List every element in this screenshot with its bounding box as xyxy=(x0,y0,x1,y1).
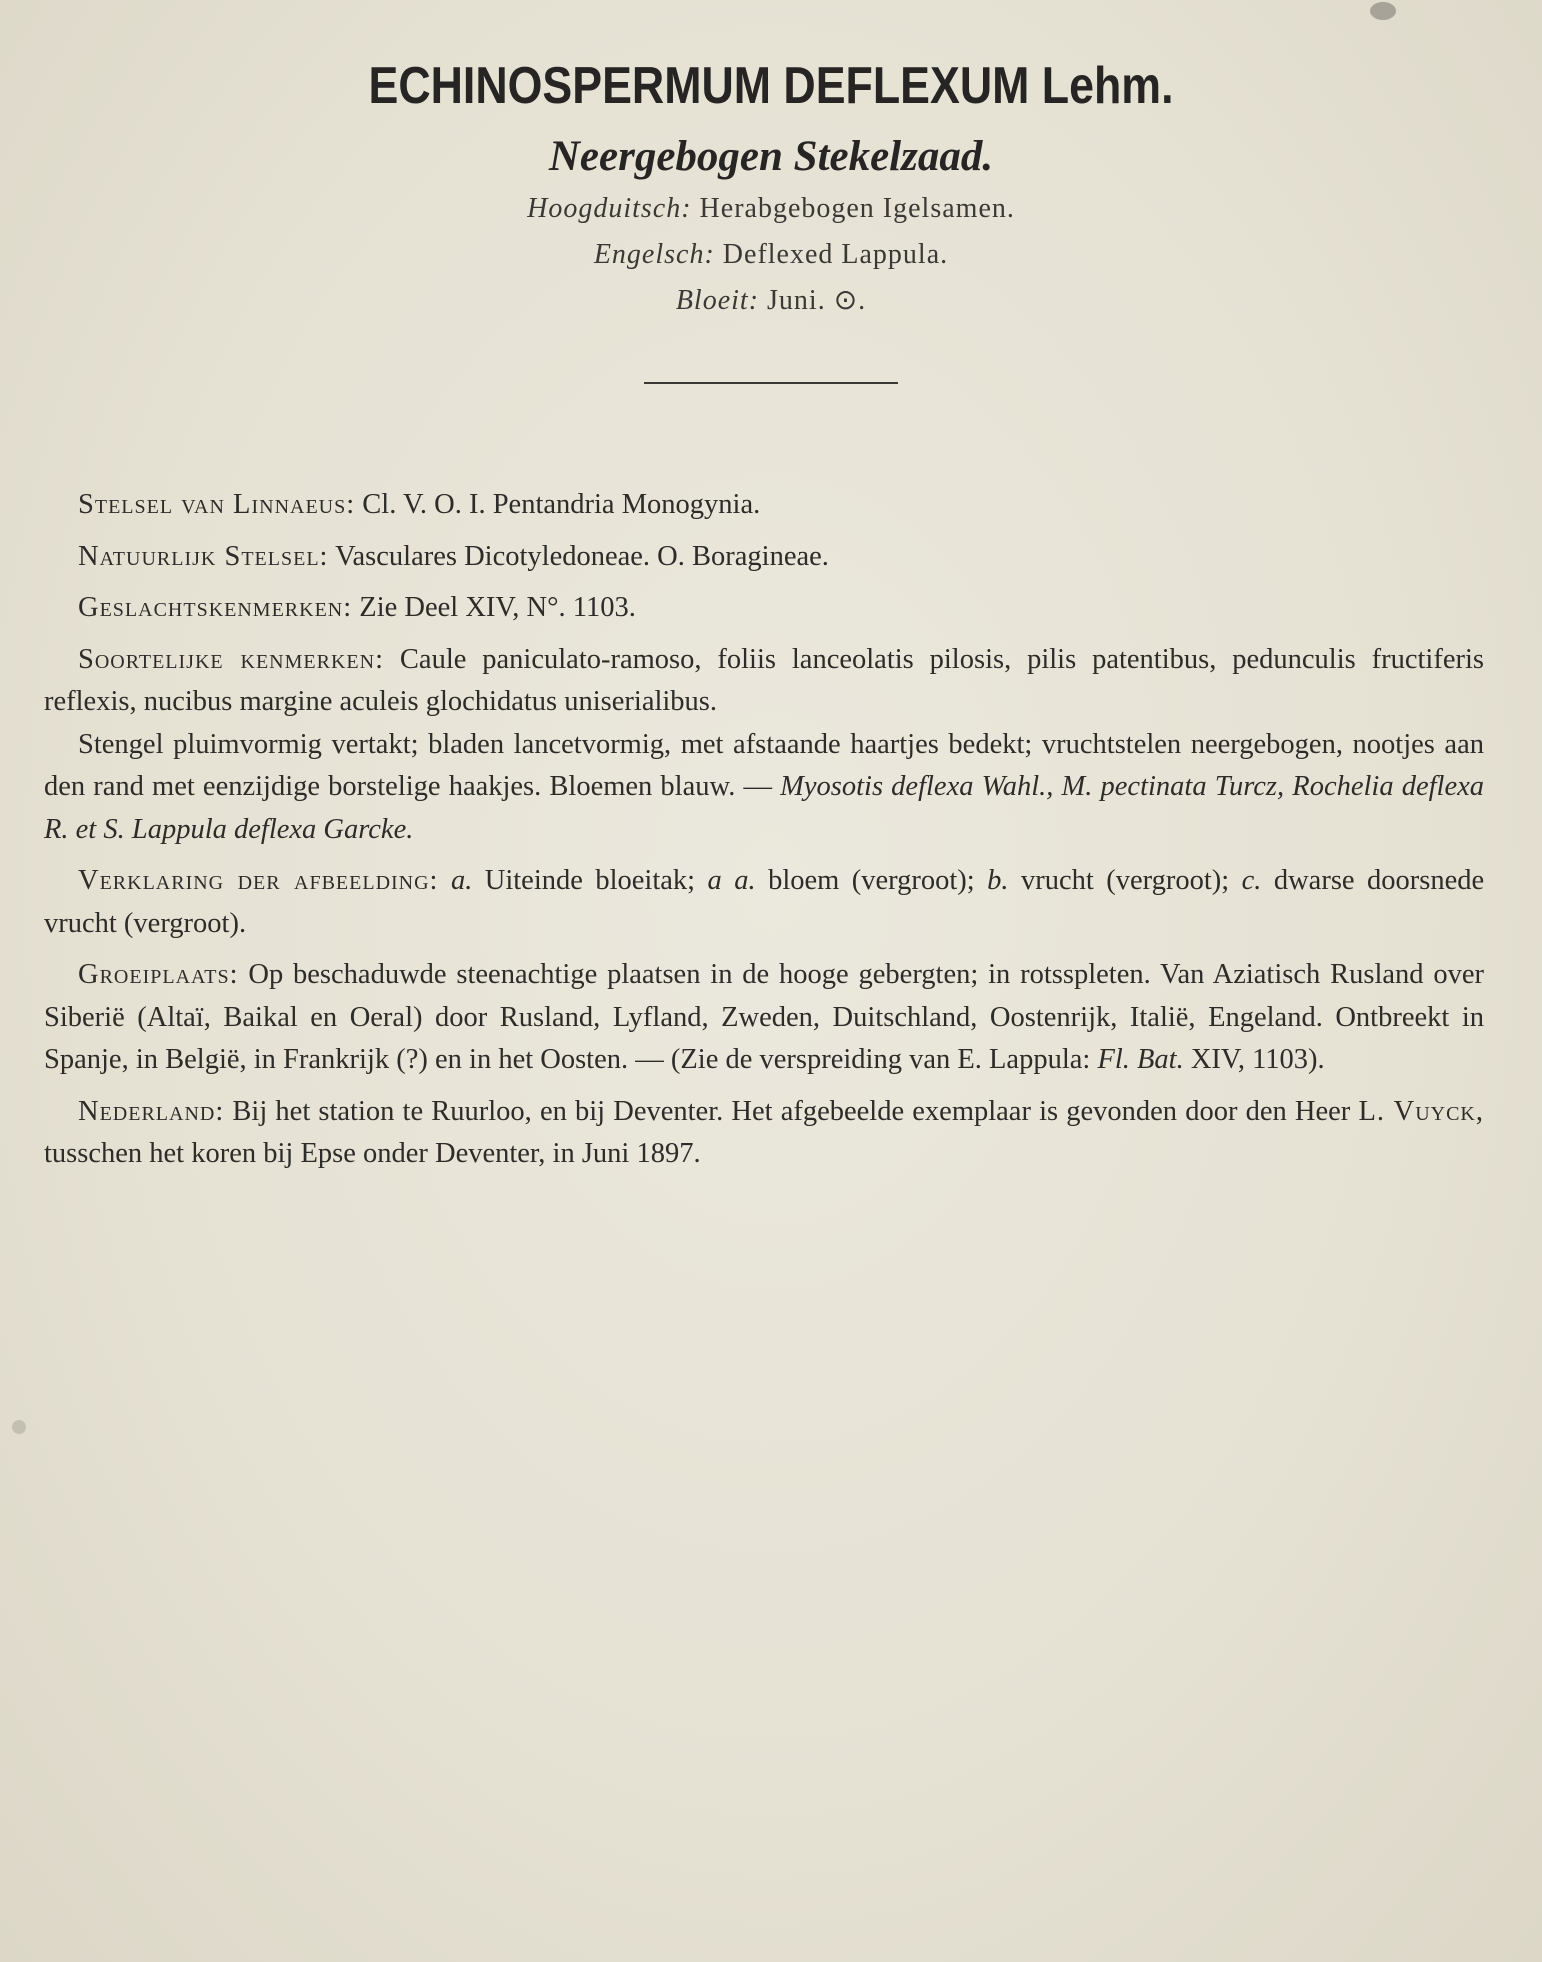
description-body xyxy=(44,484,1484,1185)
figure-text-a: Uiteinde bloeitak; xyxy=(484,865,696,896)
species-label: Soortelijke kenmerken: xyxy=(78,643,384,675)
genus-text: Zie Deel XIV, N°. 1103. xyxy=(359,592,636,623)
habitat-section xyxy=(44,954,1484,1082)
linnaeus-label: Stelsel van Linnaeus: xyxy=(78,489,356,520)
netherlands-section xyxy=(44,1091,1484,1176)
german-value: Herabgebogen Igelsamen. xyxy=(699,193,1015,224)
netherlands-text: Bij het station te Ruurloo, en bij Deventer. Het afgebeelde exemplaar is gevonden door den Heer xyxy=(232,1095,1351,1127)
natural-system-label: Natuurlijk Stelsel: xyxy=(78,540,329,572)
divider-rule xyxy=(644,382,898,384)
figure-key-aa: a a. xyxy=(707,865,756,896)
figure-text-c: dwarse doorsnede vrucht (vergroot). xyxy=(44,865,1485,939)
natural-system-text: Vasculares Dicotyledoneae. O. Boragineae. xyxy=(335,540,829,572)
figure-legend-label: Verklaring der afbeelding: xyxy=(78,865,439,896)
genus-section xyxy=(44,587,1484,630)
habitat-reference: Fl. Bat. xyxy=(1097,1044,1184,1075)
species-title: ECHINOSPERMUM DEFLEXUM Lehm. xyxy=(368,57,1174,115)
bloom-label: Bloeit: xyxy=(675,285,760,316)
species-text: Caule paniculato-ramoso, foliis lanceolatis pilosis, pilis patentibus, pedunculis fructiferis reflexis, nucibus margine aculeis glochidatus uniserialibus. xyxy=(44,643,1484,717)
genus-label: Geslachtskenmerken: xyxy=(78,592,353,623)
figure-key-c: c. xyxy=(1241,865,1262,896)
habitat-text: Op beschaduwde steenachtige plaatsen in de hooge gebergten; in rotsspleten. Van Aziatisch Rusland over Siberië (Altaï, Baikal en Oeral) door Rusland, Lyfland, Zweden, Duitschland, Oostenrijk, Italië, Engeland. Ontbreekt in Spanje, in België, in Frankrijk (?) en in het Oosten. — (Zie de verspreiding van E. Lappula: xyxy=(44,959,1484,1075)
paper-speck xyxy=(12,1420,26,1434)
german-label: Hoogduitsch: xyxy=(527,193,692,224)
synonyms-text: Myosotis deflexa Wahl., M. pectinata Turcz, Rochelia deflexa R. et S. Lappula deflexa Garcke. xyxy=(44,771,1484,845)
german-name-line xyxy=(0,188,1542,230)
figure-key-b: b. xyxy=(987,865,1009,896)
natural-system-section xyxy=(44,536,1484,579)
figure-text-b: vrucht (vergroot); xyxy=(1020,865,1230,896)
linnaeus-section xyxy=(44,484,1484,527)
habitat-tail: XIV, 1103). xyxy=(1190,1044,1325,1075)
collector-name: L. Vuyck, xyxy=(1358,1095,1484,1127)
netherlands-label: Nederland: xyxy=(78,1095,225,1127)
figure-text-aa: bloem (vergroot); xyxy=(768,865,975,896)
english-value: Deflexed Lappula. xyxy=(722,239,949,270)
bloom-value: Juni. ⊙. xyxy=(767,285,867,316)
figure-key-a: a. xyxy=(450,865,473,896)
bloom-line xyxy=(0,280,1542,322)
english-name-line xyxy=(0,234,1542,276)
english-label: Engelsch: xyxy=(593,239,715,270)
habitat-label: Groeiplaats: xyxy=(78,959,239,990)
header xyxy=(0,50,1542,384)
linnaeus-text: Cl. V. O. I. Pentandria Monogynia. xyxy=(362,489,761,520)
description-text: Stengel pluimvormig vertakt; bladen lancetvormig, met afstaande haartjes bedekt; vruchtstelen neergebogen, nootjes aan den rand met eenzijdige borstelige haakjes. Bloemen blauw. — xyxy=(44,728,1484,802)
dutch-name: Neergebogen Stekelzaad. xyxy=(548,133,994,180)
netherlands-tail: tusschen het koren bij Epse onder Deventer, in Juni 1897. xyxy=(44,1138,701,1169)
species-section xyxy=(44,639,1484,724)
ink-smudge xyxy=(1370,2,1396,20)
description-section xyxy=(44,724,1484,852)
figure-legend-section xyxy=(44,860,1484,945)
